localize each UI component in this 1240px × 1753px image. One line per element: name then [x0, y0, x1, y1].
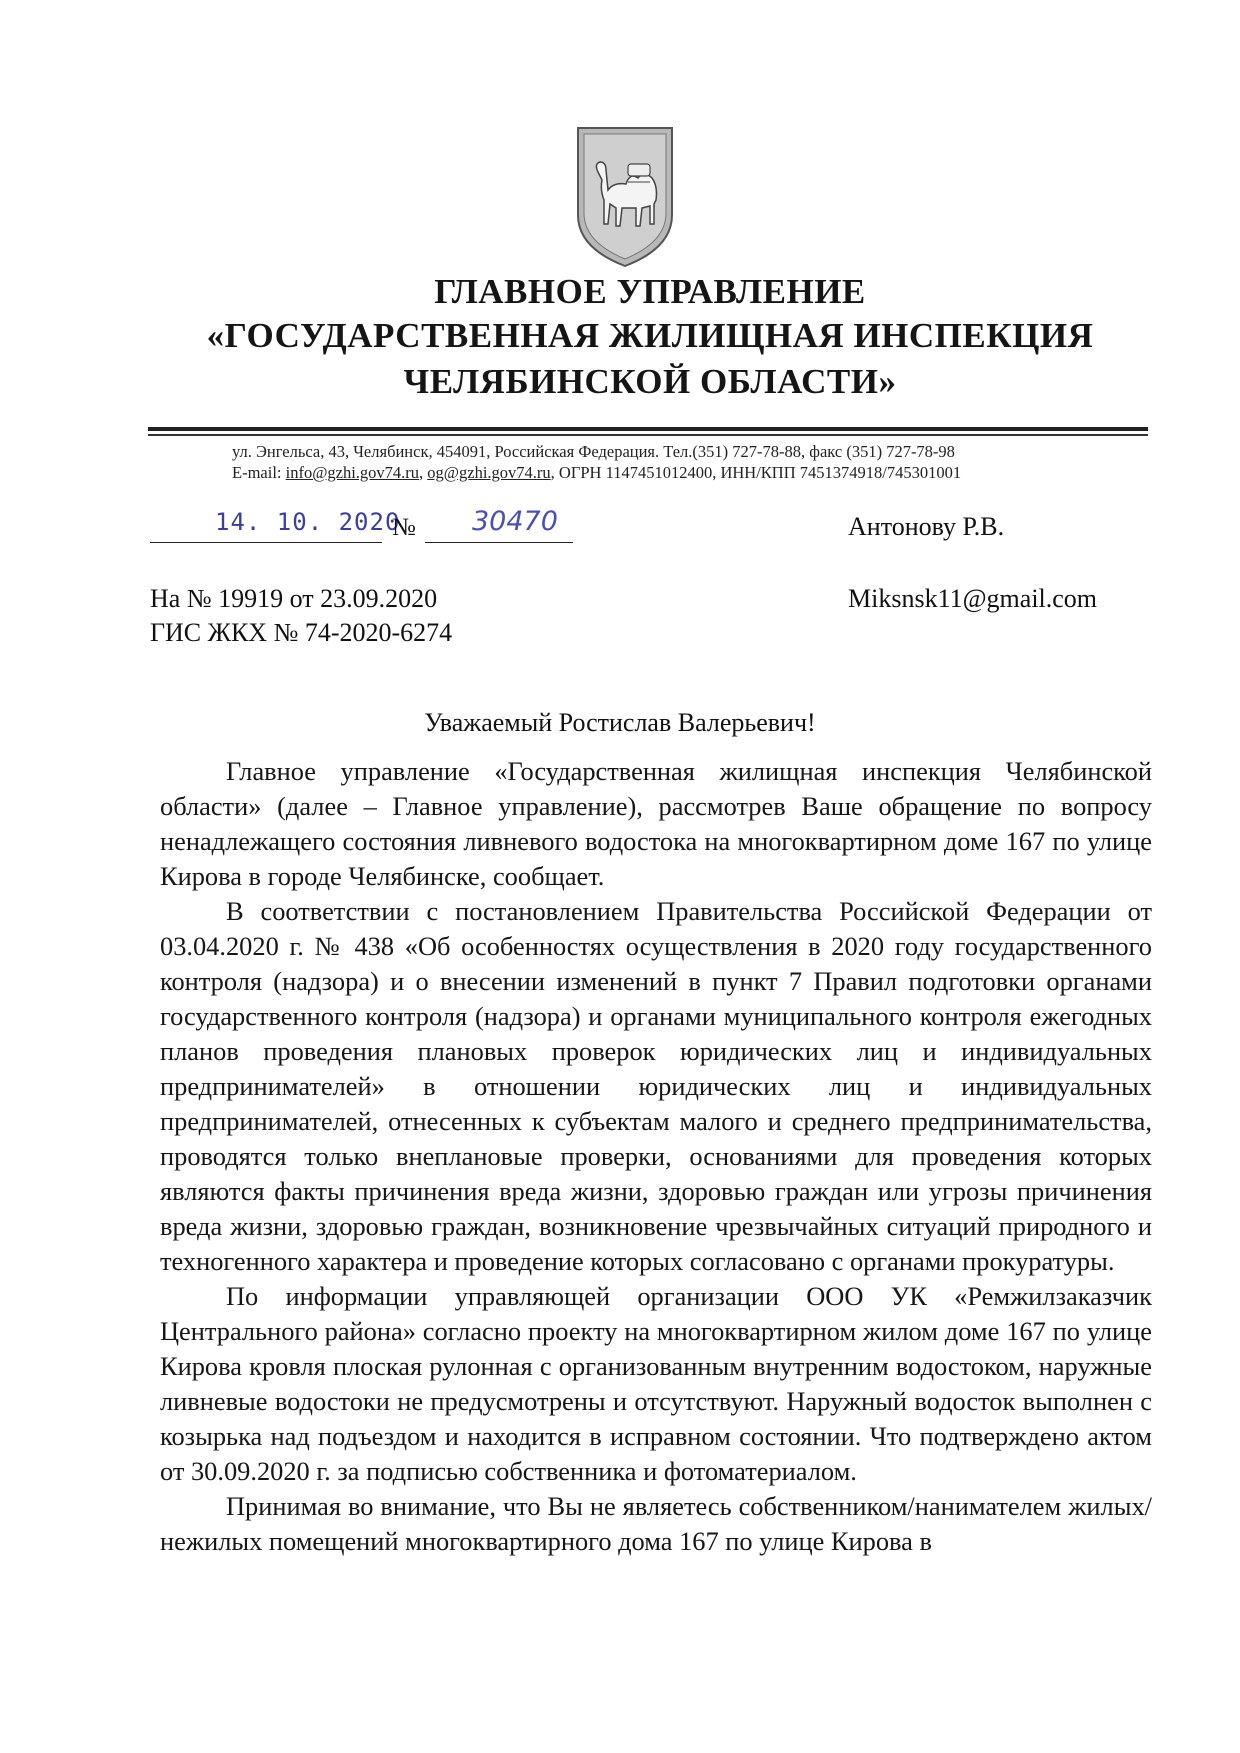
number-sign: №: [392, 514, 416, 541]
email-line: [232, 463, 961, 483]
outgoing-date-stamp: 14. 10. 2020: [215, 508, 401, 536]
registry-numbers: , ОГРН 1147451012400, ИНН/КПП 7451374918/745301001: [550, 463, 962, 482]
coat-of-arms-icon: [570, 120, 680, 270]
number-underline: [425, 542, 573, 543]
org-title-line-2: «ГОСУДАРСТВЕННАЯ ЖИЛИЩНАЯ ИНСПЕКЦИЯ: [206, 316, 1094, 355]
email-link-og[interactable]: og@gzhi.gov74.ru: [427, 463, 551, 482]
date-underline: [150, 542, 382, 543]
org-title-line-1: ГЛАВНОЕ УПРАВЛЕНИЕ: [434, 272, 866, 311]
salutation: Уважаемый Ростислав Валерьевич!: [424, 708, 816, 737]
body-paragraph: По информации управляющей организации ООО УК «Ремжилзаказчик Центрального района» согласно проекту на многоквартирном жилом доме 167 по улице Кирова кровля плоская рулонная с организованным внутренним водостоком, наружные ливневые водостоки не предусмотрены и отсутствуют. Наружный водосток выполнен с козырька над подъездом и находится в исправном состоянии. Что подтверждено актом от 30.09.2020 г. за подписью собственника и фотоматериалом.: [160, 1281, 1152, 1486]
header-divider-thin: [148, 434, 1148, 436]
address-line: ул. Энгельса, 43, Челябинск, 454091, Российская Федерация. Тел.(351) 727-78-88, факс (351) 727-78-98: [232, 442, 955, 461]
header-divider-thick: [148, 427, 1148, 431]
email-prefix: E-mail:: [232, 463, 286, 482]
email-link-info[interactable]: info@gzhi.gov74.ru: [285, 463, 420, 482]
body-paragraph: Принимая во внимание, что Вы не являетесь собственником/нанимателем жилых/нежилых помещений многоквартирного дома 167 по улице Кирова в: [160, 1491, 1152, 1556]
org-title-line-3: ЧЕЛЯБИНСКОЙ ОБЛАСТИ»: [403, 362, 897, 401]
recipient-email: Miksnsk11@gmail.com: [848, 584, 1098, 613]
email-separator: ,: [419, 463, 428, 482]
reference-gis-number: ГИС ЖКХ № 74-2020-6274: [150, 618, 453, 647]
reference-incoming-number: На № 19919 от 23.09.2020: [150, 584, 438, 613]
recipient-name: Антонову Р.В.: [848, 512, 1005, 541]
outgoing-number-handwritten: 30470: [472, 506, 558, 537]
body-paragraph: В соответствии с постановлением Правительства Российской Федерации от 03.04.2020 г. № 438 «Об особенностях осуществления в 2020 году государственного контроля (надзора) и о внесении изменений в пункт 7 Правил подготовки органами государственного контроля (надзора) и органами муниципального контроля ежегодных планов проведения плановых проверок юридических лиц и индивидуальных предпринимателей» в отношении юридических лиц и индивидуальных предпринимателей, отнесенных к субъектам малого и среднего предпринимательства, проводятся только внеплановые проверки, основаниями для проведения которых являются факты причинения вреда жизни, здоровью граждан или угрозы причинения вреда жизни, здоровью граждан, возникновение чрезвычайных ситуаций природного и техногенного характера и проведение которых согласовано с органами прокуратуры.: [160, 896, 1152, 1276]
letter-body: [160, 754, 1152, 1559]
body-paragraph: Главное управление «Государственная жилищная инспекция Челябинской области» (далее – Главное управление), рассмотрев Ваше обращение по вопросу ненадлежащего состояния ливневого водостока на многоквартирном доме 167 по улице Кирова в городе Челябинске, сообщает.: [160, 756, 1152, 891]
